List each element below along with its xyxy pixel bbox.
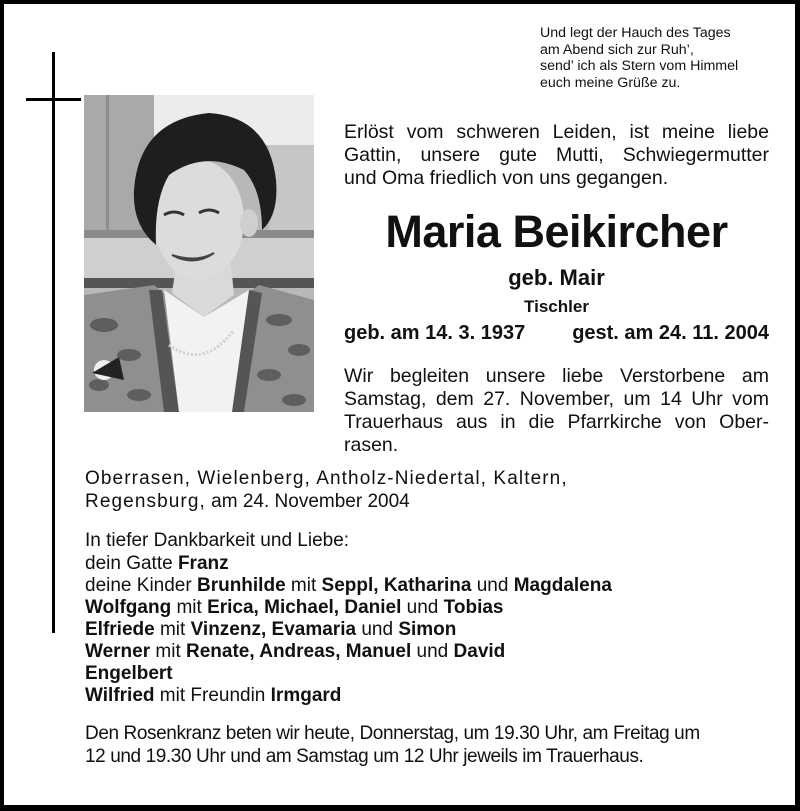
rosary-info (85, 722, 775, 768)
thanks-intro: In tiefer Dankbarkeit und Liebe: (85, 530, 350, 551)
family-member-row (85, 663, 612, 685)
family-member-row (85, 597, 612, 619)
family-relation-text: deine Kinder (85, 575, 197, 596)
family-member-name: Engelbert (85, 663, 173, 684)
motto-line: euch meine Grüße zu. (540, 74, 681, 91)
family-relation-text: dein Gatte (85, 553, 178, 574)
birth-date: geb. am 14. 3. 1937 (344, 322, 526, 344)
family-member-name: Werner (85, 641, 151, 662)
family-list (85, 553, 612, 707)
place-and-date (85, 467, 685, 513)
family-relation-text: und (401, 597, 444, 618)
family-relation-text: mit Freundin (154, 685, 271, 706)
funeral-line: Trauerhaus aus in die Pfarrkirche von Ober- (344, 411, 769, 433)
rosary-line: 12 und 19.30 Uhr und am Samstag um 12 Uhr jeweils im Trauerhaus. (85, 746, 644, 767)
family-member-name: Vinzenz, Evamaria (190, 619, 357, 640)
family-member-row (85, 619, 612, 641)
funeral-info (344, 365, 769, 457)
notice-date: am 24. November 2004 (205, 491, 410, 512)
family-member-name: David (453, 641, 506, 662)
motto-line: send’ ich als Stern vom Himmel (540, 58, 739, 74)
family-relation-text: und (356, 619, 399, 640)
family-member-row (85, 575, 612, 597)
life-dates (344, 321, 769, 345)
family-member-name: Wolfgang (85, 597, 172, 618)
date-line (85, 490, 685, 513)
family-member-name: Wilfried (85, 685, 155, 706)
occupation: Tischler (524, 297, 589, 316)
family-member-name: Seppl, Katharina (321, 575, 472, 596)
family-relation-text: mit (171, 597, 208, 618)
family-member-name: Brunhilde (196, 575, 286, 596)
family-relation-text: und (471, 575, 514, 596)
family-member-name: Simon (398, 619, 457, 640)
rosary-line: Den Rosenkranz beten wir heute, Donnerstag, um 19.30 Uhr, am Freitag um (85, 723, 700, 744)
family-member-name: Tobias (443, 597, 504, 618)
motto-verse (540, 25, 790, 91)
cross-icon-crossbar (26, 98, 81, 101)
family-relation-text: mit (150, 641, 187, 662)
place-regensburg: Regensburg, (85, 491, 206, 512)
family-relation-text: mit (154, 619, 191, 640)
family-relation-text: mit (285, 575, 322, 596)
portrait-photo (84, 95, 314, 412)
funeral-line: Samstag, dem 27. November, um 14 Uhr vom (344, 388, 769, 410)
family-member-row (85, 685, 612, 707)
family-member-name: Irmgard (270, 685, 342, 706)
family-relation-text: und (411, 641, 454, 662)
cross-icon (52, 52, 55, 633)
intro-line: und Oma friedlich von uns gegangen. (344, 167, 669, 189)
family-member-name: Elfriede (85, 619, 155, 640)
intro-line: Gattin, unsere gute Mutti, Schwiegermutter (344, 144, 769, 166)
death-date: gest. am 24. 11. 2004 (572, 322, 769, 344)
motto-line: Und legt der Hauch des Tages (540, 25, 731, 41)
family-member-name: Renate, Andreas, Manuel (186, 641, 412, 662)
family-member-name: Franz (177, 553, 229, 574)
intro-line: Erlöst vom schweren Leiden, ist meine liebe (344, 121, 769, 143)
family-member-name: Magdalena (513, 575, 612, 596)
motto-line: am Abend sich zur Ruh’, (540, 41, 694, 58)
family-member-name: Erica, Michael, Daniel (207, 597, 402, 618)
places-line: Oberrasen, Wielenberg, Antholz-Niedertal, Kaltern, (85, 468, 568, 489)
maiden-name: geb. Mair (508, 265, 605, 290)
funeral-line: rasen. (344, 434, 399, 456)
family-member-row (85, 553, 612, 575)
deceased-name: Maria Beikircher (385, 206, 728, 257)
intro-text (344, 121, 769, 190)
funeral-line: Wir begleiten unsere liebe Verstorbene am (344, 365, 769, 387)
family-member-row (85, 641, 612, 663)
